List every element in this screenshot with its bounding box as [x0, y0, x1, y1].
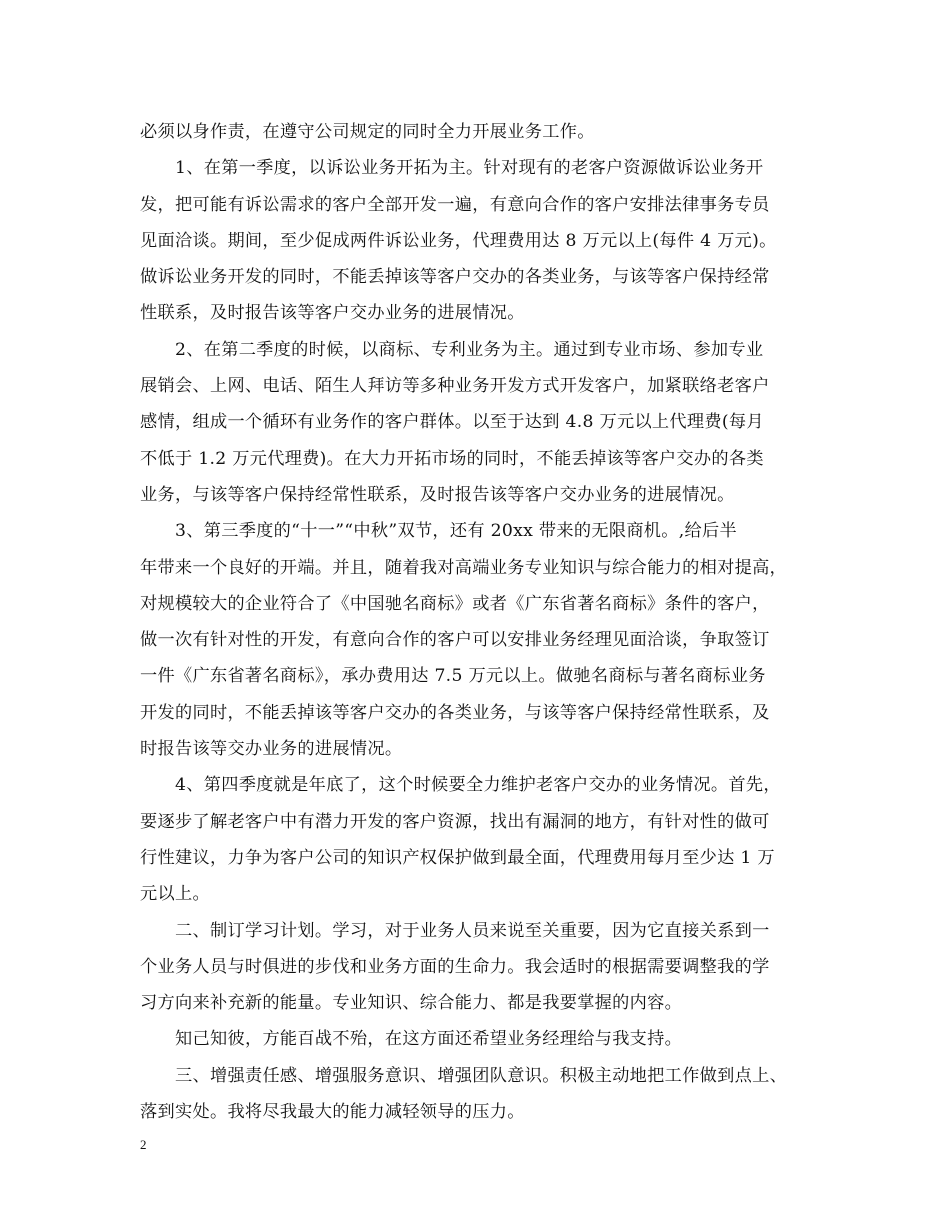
text-line: 要逐步了解老客户中有潜力开发的客户资源，找出有漏洞的地方，有针对性的做可 [140, 811, 770, 832]
text-line: 一件《广东省著名商标》，承办费用达 7.5 万元以上。做驰名商标与著名商标业务 [140, 666, 766, 687]
text-line: 1、在第一季度，以诉讼业务开拓为主。针对现有的老客户资源做诉讼业务开 [175, 158, 764, 179]
text-line: 4、第四季度就是年底了，这个时候要全力维护老客户交办的业务情况。首先， [175, 775, 781, 796]
text-line: 不低于 1.2 万元代理费)。在大力开拓市场的同时，不能丢掉该等客户交办的各类 [140, 448, 764, 469]
text-line: 开发的同时，不能丢掉该等客户交办的各类业务，与该等客户保持经常性联系，及 [140, 702, 770, 723]
text-line: 见面洽谈。期间，至少促成两件诉讼业务，代理费用达 8 万元以上(每件 4 万元)。 [140, 230, 777, 251]
text-line: 行性建议，力争为客户公司的知识产权保护做到最全面，代理费用每月至少达 1 万 [140, 847, 775, 868]
text-line: 2、在第二季度的时候，以商标、专利业务为主。通过到专业市场、参加专业 [175, 339, 764, 360]
text-line: 感情，组成一个循环有业务作的客户群体。以至于达到 4.8 万元以上代理费(每月 [140, 412, 764, 433]
document-body [140, 114, 812, 1130]
text-line: 时报告该等交办业务的进展情况。 [140, 739, 403, 760]
text-line: 元以上。 [140, 884, 210, 905]
text-line: 三、增强责任感、增强服务意识、增强团队意识。积极主动地把工作做到点上、 [175, 1065, 788, 1086]
text-line: 展销会、上网、电话、陌生人拜访等多种业务开发方式开发客户，加紧联络老客户 [140, 376, 770, 397]
text-line: 业务，与该等客户保持经常性联系，及时报告该等客户交办业务的进展情况。 [140, 484, 735, 505]
page-number: 2 [140, 1137, 147, 1152]
text-line: 知己知彼，方能百战不殆，在这方面还希望业务经理给与我支持。 [175, 1029, 683, 1050]
text-line: 性联系，及时报告该等客户交办业务的进展情况。 [140, 303, 525, 324]
text-line: 做诉讼业务开发的同时，不能丢掉该等客户交办的各类业务，与该等客户保持经常 [140, 267, 770, 288]
text-line: 3、第三季度的“十一”“中秋”双节，还有 20xx 带来的无限商机。,给后半 [175, 521, 738, 542]
text-line: 发，把可能有诉讼需求的客户全部开发一遍，有意向合作的客户安排法律事务专员 [140, 194, 770, 215]
text-line: 个业务人员与时俱进的步伐和业务方面的生命力。我会适时的根据需要调整我的学 [140, 956, 770, 977]
text-line: 落到实处。我将尽我最大的能力减轻领导的压力。 [140, 1102, 525, 1123]
text-line: 对规模较大的企业符合了《中国驰名商标》或者《广东省著名商标》条件的客户， [140, 593, 770, 614]
text-line: 做一次有针对性的开发，有意向合作的客户可以安排业务经理见面洽谈，争取签订 [140, 630, 770, 651]
text-line: 习方向来补充新的能量。专业知识、综合能力、都是我要掌握的内容。 [140, 993, 683, 1014]
text-line: 年带来一个良好的开端。并且，随着我对高端业务专业知识与综合能力的相对提高， [140, 557, 788, 578]
text-line: 必须以身作责，在遵守公司规定的同时全力开展业务工作。 [140, 122, 595, 142]
text-line: 二、制订学习计划。学习，对于业务人员来说至关重要，因为它直接关系到一 [175, 920, 770, 941]
